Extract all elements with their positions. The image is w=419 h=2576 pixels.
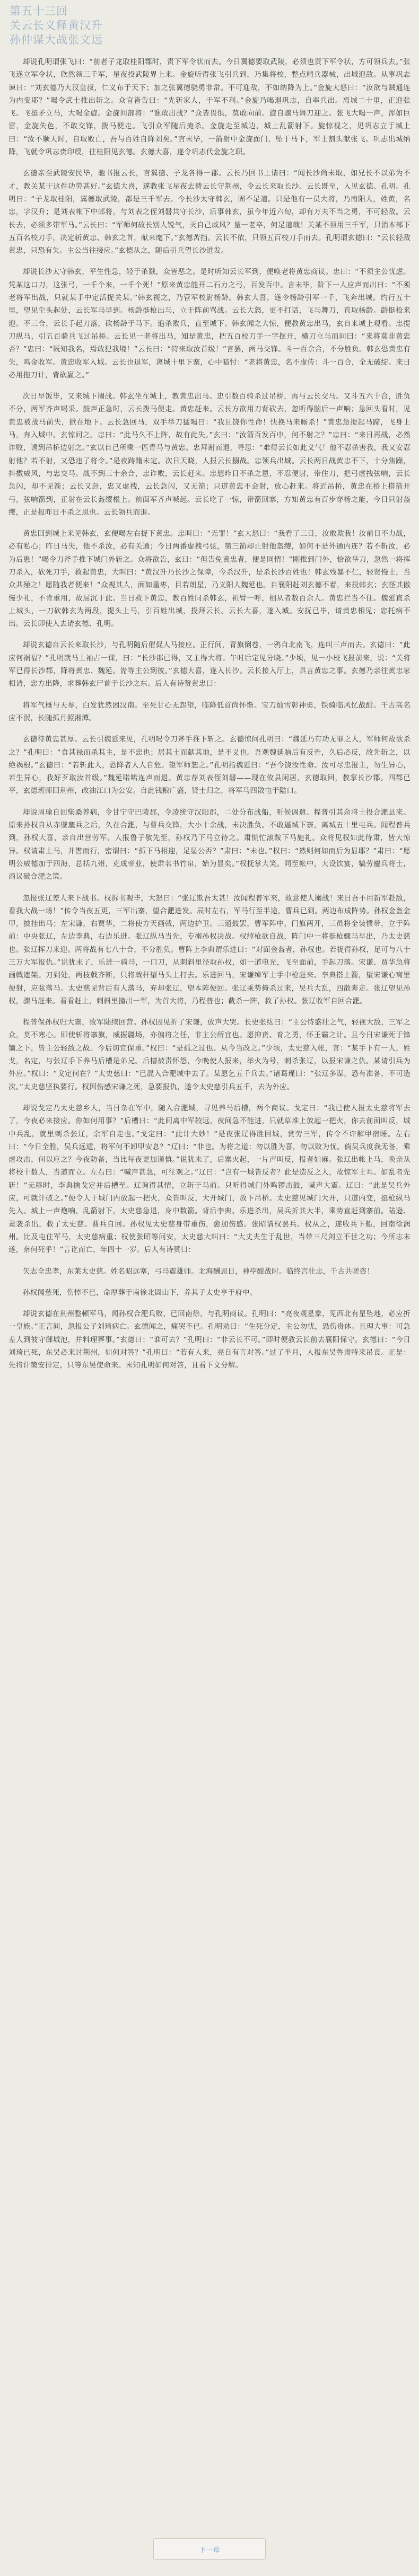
paragraph: 黄忠回到城上来见韩玄，玄便喝左右捉下黄忠。忠叫曰：“无罪！”玄大怒曰：“我看了三日，汝敢欺我！汝前日不力战，必有私心；昨日马失，他不杀汝，必有关通；今日两番虚拽弓弦，第三箭却止射他盔缨，如何不是外通内连？若不斩汝，必为后患！”喝令刀斧手推下城门外斩之。众将欲告，玄曰：“但告免黄忠者，便是同情！”刚推到门外，恰欲举刀，忽然一将挥刀杀入，砍死刀手，救起黄忠，大叫曰：“黄汉升乃长沙之保障，今杀汉升，是杀长沙百姓也！韩玄残暴不仁，轻贤慢士，当众共殛之！愿随我者便来！”众视其人，面如重枣，目若朗星，乃义阳人魏延也。自襄阳赶刘玄德不着，来投韩玄；玄怪其傲慢少礼，不肯重用，故屈沉于此。当日救下黄忠，教百姓同杀韩玄，袒臂一呼，相从者数百余人。黄忠拦当不住。魏延直杀上城头，一刀砍韩玄为两段，提头上马，引百姓出城，投拜云长。云长大喜，遂入城。安抚已毕，请黄忠相见；忠托病不出。云长即使人去请玄德、孔明。 bbox=[8, 530, 411, 629]
poem: 矢志全忠孝，东莱太史慈。姓名昭远塞，弓马震雄师。北海酬恩日，神亭酣战时。临终言壮志，千古共嗟咨！ bbox=[23, 1267, 374, 1276]
poem: 将军气概与天参，白发犹然困汉南。至死甘心无怨望，临降低首尚怀惭。宝刀灿雪彰神勇，铁骑临风忆战酣。千古高名应不泯，长随孤月照湘潭。 bbox=[8, 701, 411, 722]
paragraph: 却说孔明谓张飞曰：“前者子龙取桂阳郡时，责下军令状而去。今日翼德要取武陵，必须也责下军令状，方可领兵去。”张飞遂立军令状，欣然领三千军，星夜投武陵界上来。金旋听得张飞引兵到，乃集将校，整点精兵器械，出城迎敌。从事巩志谏曰：“刘玄德乃大汉皇叔，仁义布于天下；加之张翼德骁勇非常。不可迎敌，不如纳降为上。”金旋大怒曰：“汝欲与贼通连为内变耶？”喝令武士推出斩之。众官皆告曰：“先斩家人，于军不利。”金旋乃喝退巩志，自率兵出。离城二十里，正迎张飞。飞挺矛立马，大喝金旋。金旋问部将：“谁敢出战？”众皆畏惧，莫敢向前。旋自骤马舞刀迎之。张飞大喝一声，浑如巨雷，金旋失色，不敢交锋，拨马便走。飞引众军随后掩杀。金旋走至城边，城上乱箭射下。旋惊视之，见巩志立于城上曰：“汝不顺天时，自取败亡，吾与百姓自降刘矣。”言未毕，一箭射中金旋面门，坠于马下，军士割头献张飞。巩志出城纳降，飞就令巩志赍印绶，往桂阳见玄德。玄德大喜，遂令巩志代金旋之职。 bbox=[8, 58, 411, 157]
paragraph: 却说周瑜自回柴桑养病，令甘宁守巴陵郡，令凌统守汉阳郡，二处分布战船，听候调遣。程普引其余将士投合淝县来。原来孙权自从赤壁鏖兵之后，久在合淝，与曹兵交锋，大小十余战，未决胜负。不敢逼城下寨，离城五十里屯兵。闻程普兵到，孙权大喜，亲自出营劳军。人报鲁子敬先至，孙权乃下马立待之。肃慌忙滚鞍下马施礼。众将见权如此待肃，皆大惊异。权请肃上马，并辔而行，密谓曰：“孤下马相迎，足显公否？”肃曰：“未也。”权曰：“然则何如而后为显耶？”肃曰：“愿明公威德加于四海，总括九州，克成帝业，使肃名书竹帛，始为显矣。”权抚掌大笑。同至帐中，大设饮宴，犒劳鏖兵将士，商议破合淝之策。 bbox=[8, 808, 411, 881]
paragraph: 孙权闻慈死，伤悼不已，命厚葬于南徐北固山下，养其子太史亨于府中。 bbox=[23, 1288, 257, 1297]
chapter-title-line-1: 关云长义释黄汉升 bbox=[10, 19, 103, 32]
paragraph: 忽报张辽差人来下战书。权拆书观毕，大怒曰：“张辽欺吾太甚！汝闻程普军来，故意使人搦战！来日吾不用新军赴敌，看我大战一场！”传令当夜五更，三军出寨，望合淝进发。辰时左右，军马行至半途，曹兵已到。两边布成阵势。孙权金盔金甲，披挂出马；左宋谦，右贾华，二将使方天画戟，两边护卫。三通鼓罢，曹军阵中，门旗两开，三员将全装惯带，立于阵前：中央张辽，左边李典，右边乐进。张辽纵马当先，专搦孙权决战。权绰枪欲自战，阵门中一将挺枪骤马早出，乃太史慈也。张辽挥刀来迎。两将战有七八十合，不分胜负。曹阵上李典谓乐进曰：“对面金盔者，孙权也。若捉得孙权，足可与八十三万大军报仇。”说犹未了，乐进一骑马，一口刀，从刺斜里径取孙权，如一道电光，飞至面前，手起刀落。宋谦、贾华急将画戟遮架。刀到处，两枝戟齐断，只将戟杆望马头上打去。乐进回马，宋谦绰军士手中枪赶来。李典搭上箭，望宋谦心窝里便射，应弦落马。太史慈见背后有人落马，弃却张辽，望本阵便回。张辽乘势掩杀过来，吴兵大乱，四散奔走。张辽望见孙权，骤马赶来。看看赶上，刺斜里撞出一军，为首大将，乃程普也；截杀一阵，救了孙权。张辽收军自回合淝。 bbox=[8, 894, 411, 1005]
chapter-body bbox=[8, 56, 411, 1372]
chapter-navigation bbox=[0, 2537, 419, 2561]
chapter-number: 第五十三回 bbox=[10, 5, 68, 17]
next-chapter-button[interactable]: 下一章 bbox=[153, 2538, 266, 2560]
paragraph: 玄德亲至武陵安民毕，驰书报云长，言翼德、子龙各得一郡。云长乃回书上请曰：“闻长沙尚未取，如兄长不以弟为不才，教关某干这件功劳甚好。”玄德大喜，遂教张飞星夜去替云长守荆州，令云长来取长沙。云长既至，入见玄德、孔明。孔明曰：“子龙取桂阳，翼德取武陵，都是三千军去。今长沙太守韩玄，固不足道。只是他有一员大将，乃南阳人，姓黄，名忠，字汉升；是刘表帐下中郎将，与刘表之侄刘磐共守长沙，后事韩玄，虽今年近六旬，却有万夫不当之勇，不可轻敌。云长去，必须多带军马。”云长曰：“军师何故长别人锐气，灭自己威风？量一老卒，何足道哉！关某不须用三千军，只消本部下五百名校刀手，决定斩黄忠、韩玄之首，献来麾下。”玄德苦挡。云长不依，只领五百校刀手而去。孔明谓玄德曰：“云长轻敌黄忠，只恐有失。主公当往接应。”玄德从之，随后引兵望长沙进发。 bbox=[8, 169, 411, 255]
paragraph: 却说长沙太守韩玄，平生性急，轻于杀戮，众皆恶之。是时听知云长军到，便唤老将黄忠商议。忠曰：“不须主公忧虑。凭某这口刀，这张弓，一千个来，一千个死！”原来黄忠能开二石力之弓，百发百中。言未毕，阶下一人应声而出曰：“不须老将军出战，只就某手中定活捉关某。”韩玄视之，乃管军校尉杨龄。韩玄大喜，遂令杨龄引军一千，飞奔出城。约行五十里，望见尘头起处，云长军马早到。杨龄挺枪出马，立于阵前骂战。云长大怒，更不打话，飞马舞刀，直取杨龄。龄挺枪来迎。不三合，云长手起刀落，砍杨龄于马下。追杀败兵，直至城下。韩玄闻之大惊，便教黄忠出马，玄自来城上观看。忠提刀纵马，引五百骑兵飞过吊桥。云长见一老将出马，知是黄忠，把五百校刀手一字摆开，横刀立马而问曰：“来将莫非黄忠否？”忠曰：“既知我名，焉敢犯我境！”云长曰：“特来取汝首级！”言罢，两马交锋。斗一百余合，不分胜负。韩玄恐黄忠有失，鸣金收军。黄忠收军入城。云长也退军，离城十里下寨，心中暗忖：“老将黄忠，名不虚传：斗一百合，全无破绽。来日必用拖刀计，背砍赢之。” bbox=[8, 268, 411, 380]
paragraph: 却说玄德在荆州整顿军马，闻孙权合淝兵败，已回南徐，与孔明商议。孔明曰：“亮夜观星象，见西北有星坠地，必应折一皇族。”正言间，忽报公子刘琦病亡。玄德闻之，痛哭不已。孔明劝曰：“生死分定，主公勿忧，恐伤贵体。且理大事：可急差人到彼守御城池，并料理葬事。”玄德曰：“谁可去？”孔明曰：“非云长不可。”即时便教云长前去襄阳保守。玄德曰：“今日刘琦已死，东吴必来讨荆州，如何对答？”孔明曰：“若有人来，亮自有言对答。”过了半月，人报东吴鲁肃特来吊丧。正是：先将计策安排定，只等东吴使命来。未知孔明如何对答，且看下文分解。 bbox=[8, 1310, 411, 1370]
paragraph: 程普保孙权归大寨，败军陆续回营。孙权因见折了宋谦，放声大哭。长史张纮曰：“主公恃盛壮之气，轻视大敌，三军之众，莫不寒心。即使斩将搴旗，威振疆场，亦偏将之任，非主公所宜也。愿抑贲、育之勇，怀王霸之计。且今日宋谦死于锋镝之下，皆主公轻敌之故。今后切宜保重。”权曰：“是孤之过也。从今当改之。”少顷，太史慈入帐，言：“某手下有一人，姓戈，名定，与张辽手下养马后槽是弟兄。后槽被责怀怨，今晚使人报来，举火为号，刺杀张辽，以报宋谦之仇。某请引兵为外应。”权曰：“戈定何在？”太史慈曰：“已混入合淝城中去了。某愿乞五千兵去。”诸葛瑾曰：“张辽多谋，恐有准备，不可造次。”太史慈坚执要行。权因伤感宋谦之死，急要报仇，遂令太史慈引兵五千，去为外应。 bbox=[8, 1018, 411, 1091]
chapter-header bbox=[8, 0, 411, 47]
chapter-title-line-2: 孙仲谋大战张文远 bbox=[10, 33, 103, 46]
paragraph: 却说戈定乃太史慈乡人，当日杂在军中，随入合淝城，寻见养马后槽，两个商议。戈定曰：“我已使人报太史慈将军去了，今夜必来接应。你如何用事？”后槽曰：“此间离中军较远，夜间急不能进，只就草堆上放起一把火，你去前面叫反，城中兵乱，就里刺杀张辽，余军自走也。”戈定曰：“此计大妙！”是夜张辽得胜回城，赏劳三军，传令不许解甲宿睡。左右曰：“今日全胜，吴兵远遁，将军何不卸甲安息？”辽曰：“非也。为将之道：勿以胜为喜，勿以败为忧。倘吴兵度我无备，乘虚攻击，何以应之？今夜防备，当比每夜更加谨慎。”说犹未了，后寨火起，一片声叫反，报者如麻。张辽出帐上马，唤亲从将校十数人，当道而立。左右曰：“喊声甚急，可往观之。”辽曰：“岂有一城皆反者？此是造反之人，故惊军士耳。如乱者先斩！”无移时，李典擒戈定并后槽至。辽询得其情，立斩于马前。只听得城门外鸣锣击鼓，喊声大震。辽曰：“此是吴兵外应，可就计破之。”便令人于城门内放起一把火，众皆叫反，大开城门，放下吊桥。太史慈见城门大开，只道内变，挺枪纵马先入。城上一声炮响，乱箭射下，太史慈急退，身中数箭。背后李典、乐进杀出，吴兵折其大半，乘势直赶到寨前。陆逊、董袭杀出，救了太史慈。曹兵自回。孙权见太史慈身带重伤，愈加伤感。张昭请权罢兵。权从之，遂收兵下船，回南徐润州。比及屯住军马，太史慈病重；权使张昭等问安，太史慈大叫曰：“大丈夫生于乱世，当带三尺剑立不世之功；今所志未遂，奈何死乎！”言讫而亡，年四十一岁。后人有诗赞曰： bbox=[8, 1104, 411, 1255]
paragraph: 却说玄德自云长来取长沙，与孔明随后催促人马接应。正行间，青旗倒卷，一鸦自北南飞，连叫三声而去。玄德曰：“此应何祸福？”孔明就马上袖占一课，曰：“长沙郡已得，又主得大将。午时后定见分晓。”少顷，见一小校飞报前来，说：“关将军已得长沙郡，降将黄忠、魏延。耑等主公到彼。”玄德大喜，遂入长沙。云长接入厅上，具言黄忠之事。玄德乃亲往黄忠家相请，忠方出降，求葬韩玄尸首于长沙之东。后人有诗赞黄忠曰： bbox=[8, 641, 411, 689]
paragraph: 玄德待黄忠甚厚。云长引魏延来见，孔明喝令刀斧手推下斩之。玄德惊问孔明曰：“魏延乃有功无罪之人，军师何故欲杀之？”孔明曰：“食其禄而杀其主，是不忠也；居其土而献其地，是不义也。吾观魏延脑后有反骨，久后必反，故先斩之，以绝祸根。”玄德曰：“若斩此人，恐降者人人自危。望军师恕之。”孔明指魏延曰：“吾今饶汝性命。汝可尽忠报主，勿生异心，若生异心，我好歹取汝首级。”魏延喏喏连声而退。黄忠荐刘表侄刘磐——现在攸县闲居，玄德取回，教掌长沙郡。四郡已平，玄德班师回荆州，改油江口为公安。自此钱粮广盛，贤士归之，将军马四散屯于隘口。 bbox=[8, 735, 411, 796]
paragraph: 次日早饭毕，又来城下搦战。韩玄坐在城上，教黄忠出马。忠引数百骑杀过吊桥，再与云长交马。又斗五六十合，胜负不分，两军齐声喝采。鼓声正急时，云长拨马便走。黄忠赶来。云长方欲用刀背砍去，忽听得脑后一声响；急回头看时，见黄忠被战马前失，掀在地下。云长急回马，双手举刀猛喝曰：“我且饶你性命！快换马来厮杀！”黄忠急提起马蹄，飞身上马，奔入城中。玄惊问之。忠曰：“此马久不上阵，故有此失。”玄曰：“汝箭百发百中，何不射之？”忠曰：“来日再战，必然诈败，诱到吊桥边射之。”玄以自己所乘一匹青马与黄忠。忠拜谢而退，寻思：“难得云长如此义气！他不忍杀害我，我又安忍射他？若不射，又恐违了将令。”是夜踌躇未定。次日天晓，人报云长搦战。忠领兵出城。云长两日战黄忠不下，十分焦躁，抖擞威风，与忠交马。战不到三十余合，忠诈败，云长赶来。忠想昨日不杀之恩，不忍便射，带住刀，把弓虚拽弦响，云长急闪，却不见箭；云长又赶，忠又虚拽，云长急闪，又无箭；只道黄忠不会射，放心赶来。将近吊桥，黄忠在桥上搭箭开弓，弦响箭到，正射在云长盔缨根上。前面军齐声喊起。云长吃了一惊，带箭回寨，方知黄忠有百步穿杨之能，今日只射盔缨，正是报昨日不杀之恩也。云长领兵而退。 bbox=[8, 392, 411, 517]
